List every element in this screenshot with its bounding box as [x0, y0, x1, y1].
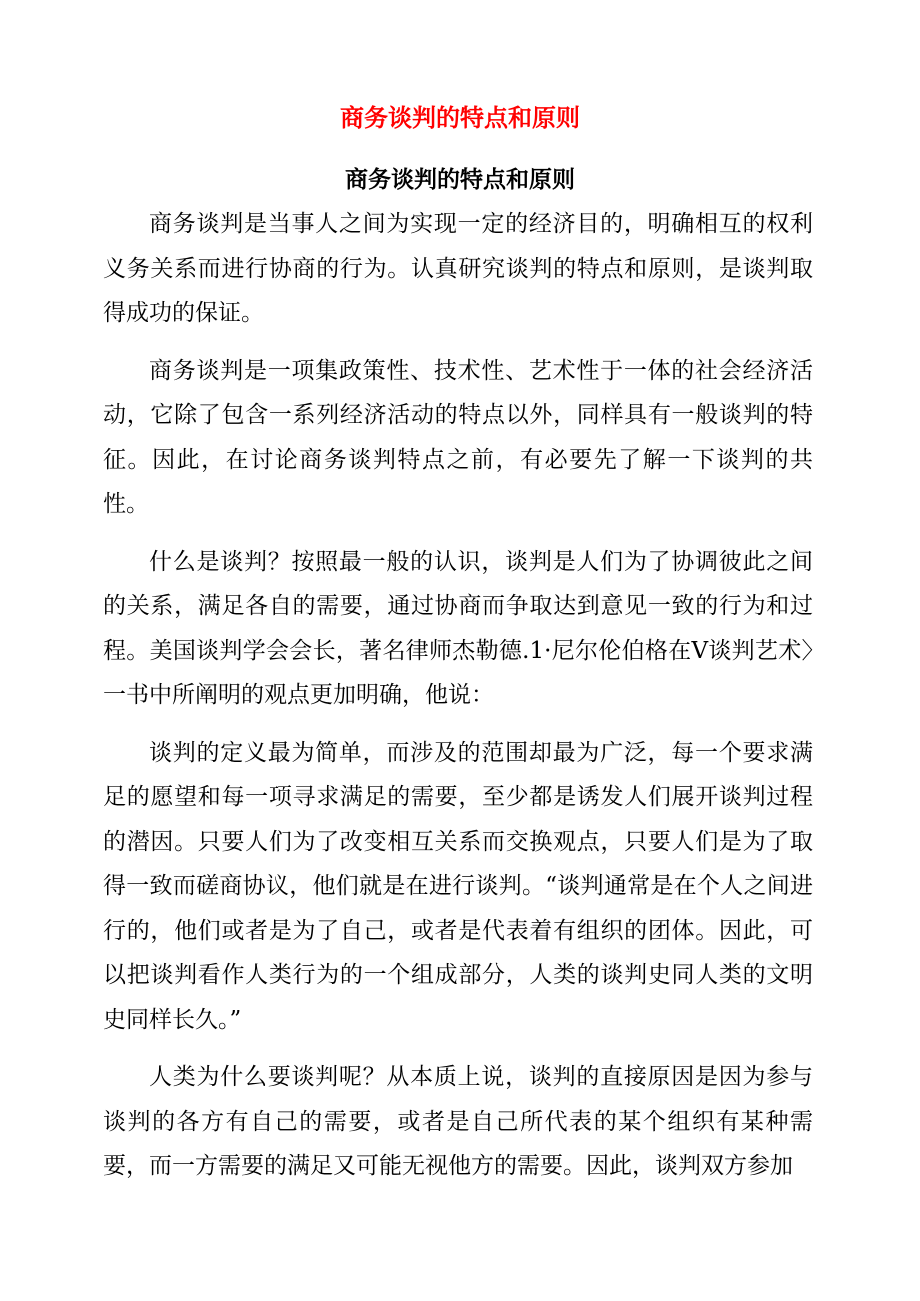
paragraph: 商务谈判是一项集政策性、技术性、艺术性于一体的社会经济活动，它除了包含一系列经济活动的特点以外，同样具有一般谈判的特征。因此，在讨论商务谈判特点之前，有必要先了解一下谈判的共性。 — [103, 357, 813, 517]
paragraph: 人类为什么要谈判呢？从本质上说，谈判的直接原因是因为参与谈判的各方有自己的需要，或者是自己所代表的某个组织有某种需要，而一方需要的满足又可能无视他方的需要。因此，谈判双方参加 — [103, 1064, 813, 1179]
document-body — [103, 202, 813, 1202]
paragraph: 商务谈判是当事人之间为实现一定的经济目的，明确相互的权利义务关系而进行协商的行为。认真研究谈判的特点和原则，是谈判取得成功的保证。 — [103, 211, 813, 326]
paragraph: 谈判的定义最为简单，而涉及的范围却最为广泛，每一个要求满足的愿望和每一项寻求满足的需要，至少都是诱发人们展开谈判过程的潜因。只要人们为了改变相互关系而交换观点，只要人们是为了取得一致而磋商协议，他们就是在进行谈判。“谈判通常是在个人之间进行的，他们或者是为了自己，或者是代表着有组织的团体。因此，可以把谈判看作人类行为的一个组成部分，人类的谈判史同人类的文明史同样长久。” — [103, 739, 813, 1033]
document-subtitle: 商务谈判的特点和原则 — [345, 166, 575, 193]
paragraph: 什么是谈判？按照最一般的认识，谈判是人们为了协调彼此之间的关系，满足各自的需要，通过协商而争取达到意见一致的行为和过程。美国谈判学会会长，著名律师杰勒德.1·尼尔伦伯格在V谈判艺术〉一书中所阐明的观点更加明确，他说： — [103, 548, 813, 708]
document-title: 商务谈判的特点和原则 — [340, 104, 580, 132]
